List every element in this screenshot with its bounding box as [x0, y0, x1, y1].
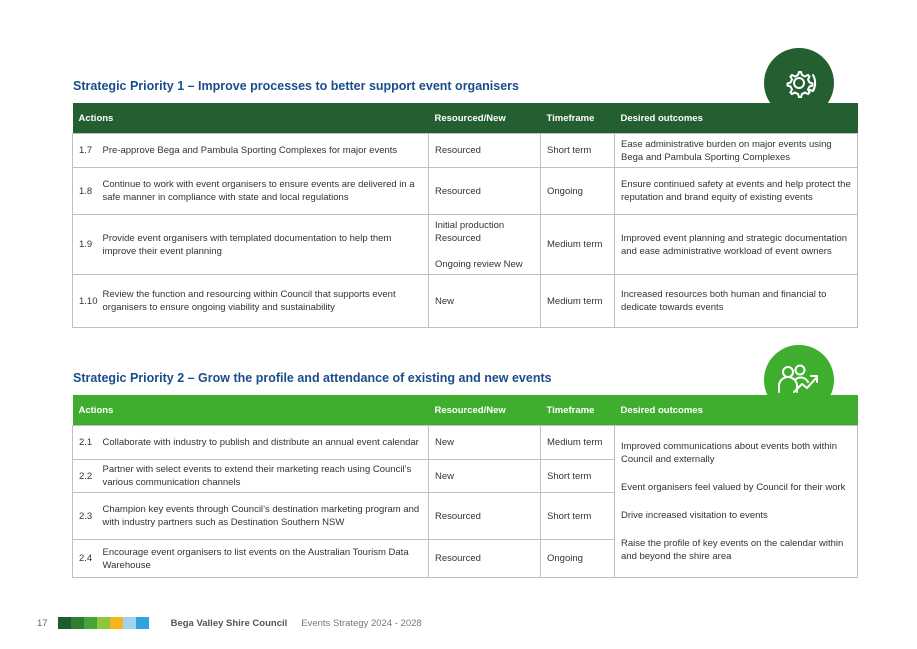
- strip-swatch: [123, 617, 136, 629]
- row-timeframe: Medium term: [541, 426, 615, 460]
- strip-swatch: [71, 617, 84, 629]
- priority2-title: Strategic Priority 2 – Grow the profile and attendance of existing and new events: [73, 371, 552, 385]
- footer: [37, 617, 422, 629]
- table-row: [73, 134, 858, 168]
- col-timeframe: Timeframe: [541, 103, 615, 134]
- color-strip: [58, 617, 149, 629]
- row-resourced: Resourced: [429, 540, 541, 578]
- row-timeframe: Short term: [541, 493, 615, 540]
- row-action: Partner with select events to extend their marketing reach using Council’s various communication channels: [101, 460, 429, 493]
- table-row: [73, 426, 858, 460]
- priority1-table: [72, 103, 858, 328]
- row-action: Encourage event organisers to list events on the Australian Tourism Data Warehouse: [101, 540, 429, 578]
- row-number: 2.3: [73, 493, 101, 540]
- row-timeframe: Ongoing: [541, 540, 615, 578]
- row-timeframe: Medium term: [541, 215, 615, 275]
- outcome-item: Raise the profile of key events on the calendar within and beyond the shire area: [621, 538, 844, 562]
- outcome-item: Drive increased visitation to events: [621, 510, 768, 521]
- priority2-table: [72, 395, 858, 578]
- row-timeframe: Short term: [541, 134, 615, 168]
- row-number: 1.8: [73, 168, 101, 215]
- col-resourced: Resourced/New: [429, 395, 541, 426]
- outcome-item: Event organisers feel valued by Council for their work: [621, 482, 846, 493]
- row-outcome: Ease administrative burden on major events using Bega and Pambula Sporting Complexes: [615, 134, 858, 168]
- col-outcomes: Desired outcomes: [615, 395, 858, 426]
- row-number: 2.1: [73, 426, 101, 460]
- row-resourced: Resourced: [429, 168, 541, 215]
- col-timeframe: Timeframe: [541, 395, 615, 426]
- doc-title: Events Strategy 2024 - 2028: [301, 617, 422, 629]
- table-header-row: [73, 395, 858, 426]
- row-resourced: [429, 215, 541, 275]
- table-row: [73, 275, 858, 328]
- row-action: Continue to work with event organisers to ensure events are delivered in a safe manner in compliance with state and local regulations: [101, 168, 429, 215]
- outcome-item: Improved communications about events both within Council and externally: [621, 441, 837, 465]
- col-outcomes: Desired outcomes: [615, 103, 858, 134]
- row-resourced: New: [429, 275, 541, 328]
- row-number: 2.2: [73, 460, 101, 493]
- resourced-ongoing: Ongoing review New: [435, 258, 523, 270]
- strip-swatch: [97, 617, 110, 629]
- row-timeframe: Medium term: [541, 275, 615, 328]
- table-row: [73, 215, 858, 275]
- row-resourced: Resourced: [429, 493, 541, 540]
- col-resourced: Resourced/New: [429, 103, 541, 134]
- row-timeframe: Short term: [541, 460, 615, 493]
- row-action: Collaborate with industry to publish and distribute an annual event calendar: [101, 426, 429, 460]
- row-number: 1.7: [73, 134, 101, 168]
- row-timeframe: Ongoing: [541, 168, 615, 215]
- strip-swatch: [110, 617, 123, 629]
- row-number: 2.4: [73, 540, 101, 578]
- row-action: Provide event organisers with templated documentation to help them improve their event planning: [101, 215, 429, 275]
- priority1-title: Strategic Priority 1 – Improve processes to better support event organisers: [73, 79, 519, 93]
- row-resourced: Resourced: [429, 134, 541, 168]
- row-outcomes: [615, 426, 858, 578]
- row-outcome: Increased resources both human and financial to dedicate towards events: [615, 275, 858, 328]
- row-outcome: Improved event planning and strategic documentation and ease administrative workload of event owners: [615, 215, 858, 275]
- page-number: 17: [37, 617, 48, 629]
- row-outcome: Ensure continued safety at events and help protect the reputation and brand equity of existing events: [615, 168, 858, 215]
- table-row: [73, 168, 858, 215]
- row-action: Review the function and resourcing within Council that supports event organisers to ensure ongoing viability and sustainability: [101, 275, 429, 328]
- row-action: Pre-approve Bega and Pambula Sporting Complexes for major events: [101, 134, 429, 168]
- col-actions: Actions: [73, 395, 429, 426]
- row-resourced: New: [429, 460, 541, 493]
- row-action: Champion key events through Council’s destination marketing program and with industry partners such as Destination Southern NSW: [101, 493, 429, 540]
- row-number: 1.9: [73, 215, 101, 275]
- strip-swatch: [84, 617, 97, 629]
- strip-swatch: [58, 617, 71, 629]
- org-name: Bega Valley Shire Council: [170, 617, 288, 629]
- row-resourced: New: [429, 426, 541, 460]
- table-header-row: [73, 103, 858, 134]
- resourced-initial: Initial production Resourced: [435, 219, 505, 244]
- strip-swatch: [136, 617, 149, 629]
- row-number: 1.10: [73, 275, 101, 328]
- col-actions: Actions: [73, 103, 429, 134]
